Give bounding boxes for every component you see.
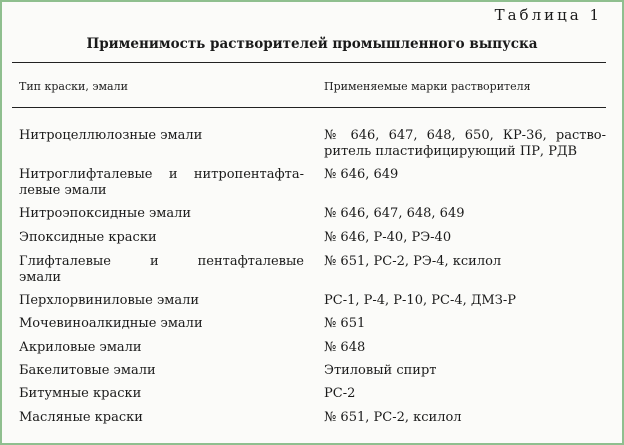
table-row-11-type: Масляные краски <box>19 410 143 425</box>
table-row-1-type: Нитроцеллюлозные эмали <box>19 128 203 143</box>
table-row-2-type: Нитроглифталевые и нитропентафта- левые эмали <box>19 167 304 198</box>
table-row-8-type: Акриловые эмали <box>19 340 142 355</box>
table-row-7-type: Мочевиноалкидные эмали <box>19 316 203 331</box>
table-row-10-type: Битумные краски <box>19 386 142 401</box>
table-row-4-solvent: № 646, Р-40, РЭ-40 <box>324 230 452 245</box>
top-rule <box>12 62 606 63</box>
table-row-4-type: Эпоксидные краски <box>19 230 157 245</box>
table-number: Таблица 1 <box>494 6 602 24</box>
table-row-6-type: Перхлорвиниловые эмали <box>19 293 200 308</box>
table-title: Применимость растворителей промышленного выпуска <box>86 36 538 52</box>
table-row-5-solvent: № 651, РС-2, РЭ-4, ксилол <box>324 254 502 269</box>
header-rule <box>12 107 606 108</box>
table-row-6-solvent: РС-1, Р-4, Р-10, РС-4, ДМЗ-Р <box>324 293 516 308</box>
table-row-2-solvent: № 646, 649 <box>324 167 399 182</box>
table-row-7-solvent: № 651 <box>324 316 366 331</box>
table-row-3-solvent: № 646, 647, 648, 649 <box>324 206 465 221</box>
table-row-9-type: Бакелитовые эмали <box>19 363 156 378</box>
table-row-8-solvent: № 648 <box>324 340 366 355</box>
table-row-10-solvent: РС-2 <box>324 386 356 401</box>
table-row-1-solvent: № 646, 647, 648, 650, КР-36, раство- ритель пластифицирующий ПР, РДВ <box>324 128 606 159</box>
header-paint-type: Тип краски, эмали <box>19 80 128 93</box>
header-solvent: Применяемые марки растворителя <box>324 80 531 93</box>
table-row-3-type: Нитроэпоксидные эмали <box>19 206 192 221</box>
table-row-5-type: Глифталевые и пентафталевые эмали <box>19 254 304 285</box>
table-row-11-solvent: № 651, РС-2, ксилол <box>324 410 462 425</box>
table-row-9-solvent: Этиловый спирт <box>324 363 437 378</box>
